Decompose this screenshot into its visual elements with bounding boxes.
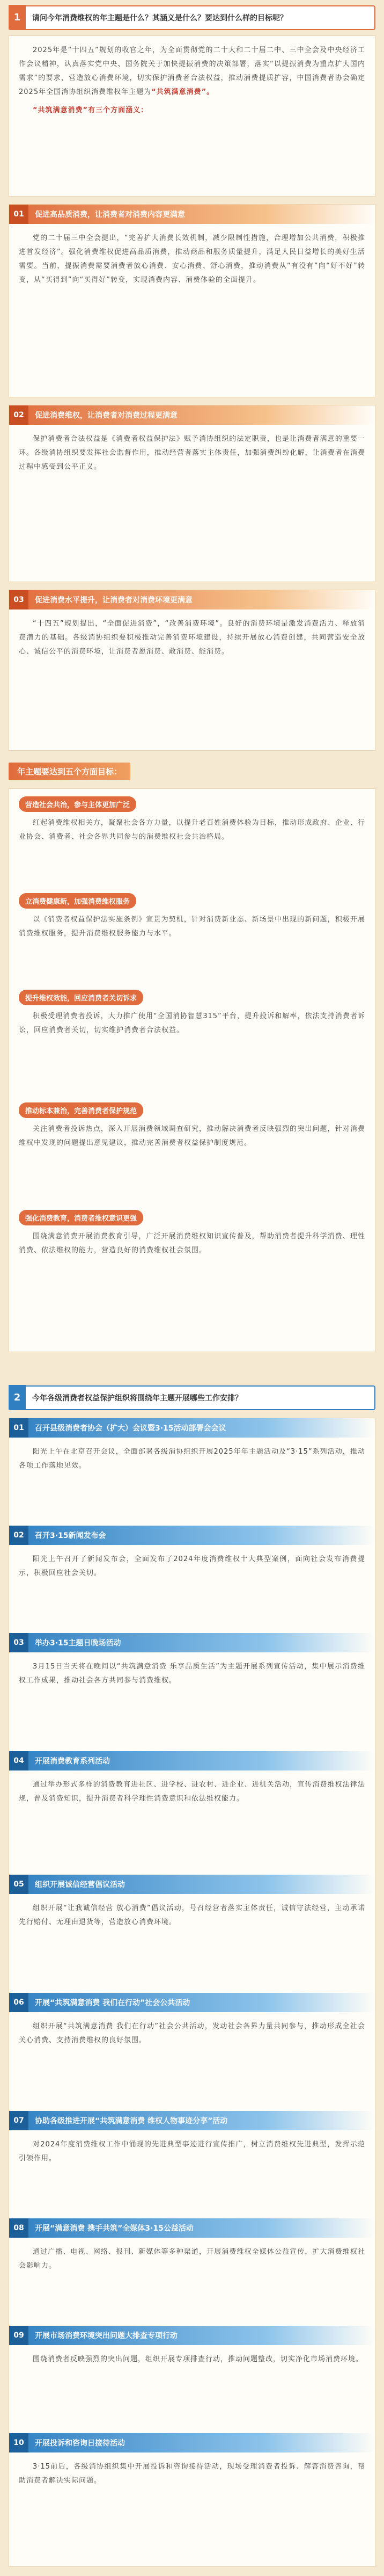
meaning-number: 03 <box>9 590 28 609</box>
work-item <box>9 1993 375 2111</box>
question-1-bar <box>9 5 375 30</box>
goal-item <box>19 796 365 893</box>
meaning-card-2 <box>9 405 375 582</box>
goal-title: 提升维权效能，回应消费者关切诉求 <box>19 990 143 1005</box>
work-header <box>9 2111 375 2130</box>
work-item <box>9 1526 375 1633</box>
work-number: 03 <box>9 1633 28 1652</box>
meaning-card-1 <box>9 204 375 397</box>
meaning-header <box>9 205 375 224</box>
work-number: 04 <box>9 1751 28 1770</box>
question-number: 2 <box>9 1385 26 1410</box>
work-header <box>9 1418 375 1438</box>
work-text: 3月15日当天将在晚间以“共筑满意消费 乐享品质生活”为主题开展系列宣传活动，集中展示消费维权工作成果，推动社会各方共同参与消费维权。 <box>19 1663 365 1685</box>
goals-heading <box>9 763 375 780</box>
work-title: 开展“满意消费 携手共筑”全媒体3·15公益活动 <box>35 2224 194 2233</box>
work-header <box>9 1751 375 1770</box>
work-title: 举办3·15主题日晚场活动 <box>35 1639 121 1648</box>
question-text: 请问今年消费维权的年主题是什么？其涵义是什么？要达到什么样的目标呢？ <box>32 14 287 23</box>
work-number: 08 <box>9 2218 28 2238</box>
works-card <box>9 1418 375 2567</box>
meaning-title: 促进消费维权，让消费者对消费过程更满意 <box>35 411 178 420</box>
work-title: 召开3·15新闻发布会 <box>35 1532 106 1540</box>
work-text: 3·15前后，各级消协组织集中开展投诉和咨询接待活动，现场受理消费者投诉、解答消费咨询，帮助消费者解决实际问题。 <box>19 2463 365 2485</box>
goals-card <box>9 788 375 1352</box>
work-text: 阳光上午在北京召开会议，全面部署各级消协组织开展2025年年主题活动及“3·15”系列活动，推动各项工作落地见效。 <box>19 1448 365 1470</box>
work-title: 组织开展诚信经营倡议活动 <box>35 1881 125 1889</box>
work-item <box>9 2326 375 2433</box>
meaning-text: 党的二十届三中全会提出，“完善扩大消费长效机制，减少限制性措施，合理增加公共消费，积极推进首发经济”。强化消费维权促进高品质消费，推动商品和服务质量提升，满足人民日益增长的美好生活需要。当前，提振消费需要消费者放心消费、安心消费、舒心消费，推动消费从“有没有”向“好不好”转变，从“买得到”向“买得好”转变，实现消费内容、消费体验的全面提升。 <box>19 234 365 284</box>
work-header <box>9 2326 375 2345</box>
work-title: 开展投诉和咨询日接待活动 <box>35 2439 125 2448</box>
work-header <box>9 1633 375 1652</box>
work-text: 通过广播、电视、网络、报刊、新媒体等多种渠道，开展消费维权全媒体公益宣传，扩大消费维权社会影响力。 <box>19 2248 365 2270</box>
goal-item <box>19 1102 365 1210</box>
meanings-lead-text: “共筑满意消费”有三个方面涵义： <box>33 106 149 114</box>
work-number: 10 <box>9 2433 28 2452</box>
goal-item <box>19 990 365 1102</box>
meanings-lead <box>19 104 365 118</box>
theme-highlight: “共筑满意消费”。 <box>151 88 215 96</box>
work-number: 07 <box>9 2111 28 2130</box>
work-title: 协助各级推进开展“共筑满意消费 维权人物事迹分享”活动 <box>35 2117 228 2125</box>
work-item <box>9 2111 375 2218</box>
work-text: 组织开展“让我诚信经营 放心消费”倡议活动，号召经营者落实主体责任，诚信守法经营，主动承诺先行赔付、无理由退货等，营造放心消费环境。 <box>19 1904 365 1926</box>
work-header <box>9 1526 375 1545</box>
work-number: 01 <box>9 1418 28 1438</box>
work-number: 09 <box>9 2326 28 2345</box>
work-number: 05 <box>9 1875 28 1894</box>
meaning-number: 01 <box>9 205 28 224</box>
intro-card <box>9 35 375 197</box>
goal-title: 推动标本兼治，完善消费者保护规范 <box>19 1102 143 1118</box>
goal-text: 以《消费者权益保护法实施条例》宣贯为契机，针对消费新业态、新场景中出现的新问题，积极开展消费维权服务，提升消费维权服务能力与水平。 <box>19 916 365 938</box>
work-text: 对2024年度消费维权工作中涌现的先进典型事迹进行宣传推广，树立消费维权先进典型，发挥示范引领作用。 <box>19 2140 365 2163</box>
work-number: 02 <box>9 1526 28 1545</box>
goal-text: 关注消费者投诉热点，深入开展消费领域调查研究，推动解决消费者反映强烈的突出问题，针对消费维权中发现的问题提出意见建议，推动完善消费者权益保护制度规范。 <box>19 1125 365 1147</box>
intro-text: 2025年是“十四五”规划的收官之年，为全面贯彻党的二十大和二十届二中、三中全会及中央经济工作会议精神，认真落实党中央、国务院关于加快提振消费的决策部署，落实“以提振消费为重点扩大国内需求”的要求，营造放心消费环境，切实保护消费者合法权益，推动消费提质扩容，中国消费者协会确定2025年全国消协组织消费维权年主题为 <box>19 46 365 96</box>
work-header <box>9 1993 375 2012</box>
work-text: 围绕消费者反映强烈的突出问题，组织开展专项排查行动，推动问题整改，切实净化市场消费环境。 <box>33 2355 364 2363</box>
work-title: 开展市场消费环境突出问题大排查专项行动 <box>35 2332 178 2340</box>
goals-title: 年主题要达到五个方面目标： <box>9 763 130 780</box>
work-number: 06 <box>9 1993 28 2012</box>
work-header <box>9 2433 375 2452</box>
meaning-header <box>9 405 375 425</box>
meaning-title: 促进高品质消费，让消费者对消费内容更满意 <box>35 211 185 219</box>
goal-text: 积极受理消费者投诉，大力推广使用“全国消协智慧315”平台，提升投诉和解率，依法支持消费者诉讼，回应消费者关切，切实维护消费者合法权益。 <box>19 1012 365 1034</box>
work-item <box>9 1633 375 1751</box>
goal-text: 围绕满意消费开展消费教育引导，广泛开展消费维权知识宣传普及，帮助消费者提升科学消费、理性消费、依法维权的能力，营造良好的消费维权社会氛围。 <box>19 1232 365 1254</box>
meaning-number: 02 <box>9 405 28 425</box>
work-text: 阳光上午召开了新闻发布会，全面发布了2024年度消费维权十大典型案例，面向社会发布消费提示，积极回应社会关切。 <box>19 1555 365 1577</box>
work-header <box>9 1875 375 1894</box>
question-2-bar <box>9 1385 375 1410</box>
goal-title: 强化消费教育，消费者维权意识更强 <box>19 1210 143 1225</box>
goal-title: 营造社会共治，参与主体更加广泛 <box>19 796 136 812</box>
meaning-card-3 <box>9 590 375 751</box>
meaning-text: “十四五”规划提出，“全面促进消费”，“改善消费环境”。良好的消费环境是激发消费活力、释放消费潜力的基础。各级消协组织要积极推动完善消费环境建设，持续开展放心消费创建，共同营造安全放心、诚信公平的消费环境，让消费者愿消费、敢消费、能消费。 <box>19 620 365 656</box>
work-text: 通过举办形式多样的消费教育进社区、进学校、进农村、进企业、进机关活动，宣传消费维权法律法规，普及消费知识，提升消费者科学理性消费意识和依法维权能力。 <box>19 1781 365 1803</box>
goal-title: 立消费健康新，加强消费维权服务 <box>19 893 136 909</box>
work-title: 开展消费教育系列活动 <box>35 1757 110 1766</box>
meaning-title: 促进消费水平提升，让消费者对消费环境更满意 <box>35 596 193 605</box>
meaning-header <box>9 590 375 609</box>
work-item <box>9 2433 375 2562</box>
work-item <box>9 1751 375 1875</box>
question-number: 1 <box>9 5 26 30</box>
work-title: 开展“共筑满意消费 我们在行动”社会公共活动 <box>35 1999 190 2007</box>
goal-item <box>19 1210 365 1317</box>
work-header <box>9 2218 375 2238</box>
work-item <box>9 1875 375 1993</box>
intro-paragraph <box>19 43 365 99</box>
work-title: 召开县级消费者协会（扩大）会议暨3·15活动部署会会议 <box>35 1424 226 1433</box>
meaning-text: 保护消费者合法权益是《消费者权益保护法》赋予消协组织的法定职责，也是让消费者满意的重要一环。各级消协组织要发挥社会监督作用，推动经营者落实主体责任，加强消费纠纷化解，让消费者在消费过程中感受到公平正义。 <box>19 435 365 471</box>
work-item <box>9 1418 375 1526</box>
work-text: 组织开展“共筑满意消费 我们在行动”社会公共活动，发动社会各界力量共同参与，推动形成全社会关心消费、支持消费维权的良好氛围。 <box>19 2022 365 2044</box>
goal-item <box>19 893 365 990</box>
question-text: 今年各级消费者权益保护组织将围绕年主题开展哪些工作安排？ <box>32 1394 242 1403</box>
goal-text: 红起消费维权相关方，凝聚社会各方力量，以提升老百姓消费体验为目标，推动形成政府、企业、行业协会、消费者、社会各界共同参与的消费维权社会共治格局。 <box>19 819 365 841</box>
work-item <box>9 2218 375 2326</box>
